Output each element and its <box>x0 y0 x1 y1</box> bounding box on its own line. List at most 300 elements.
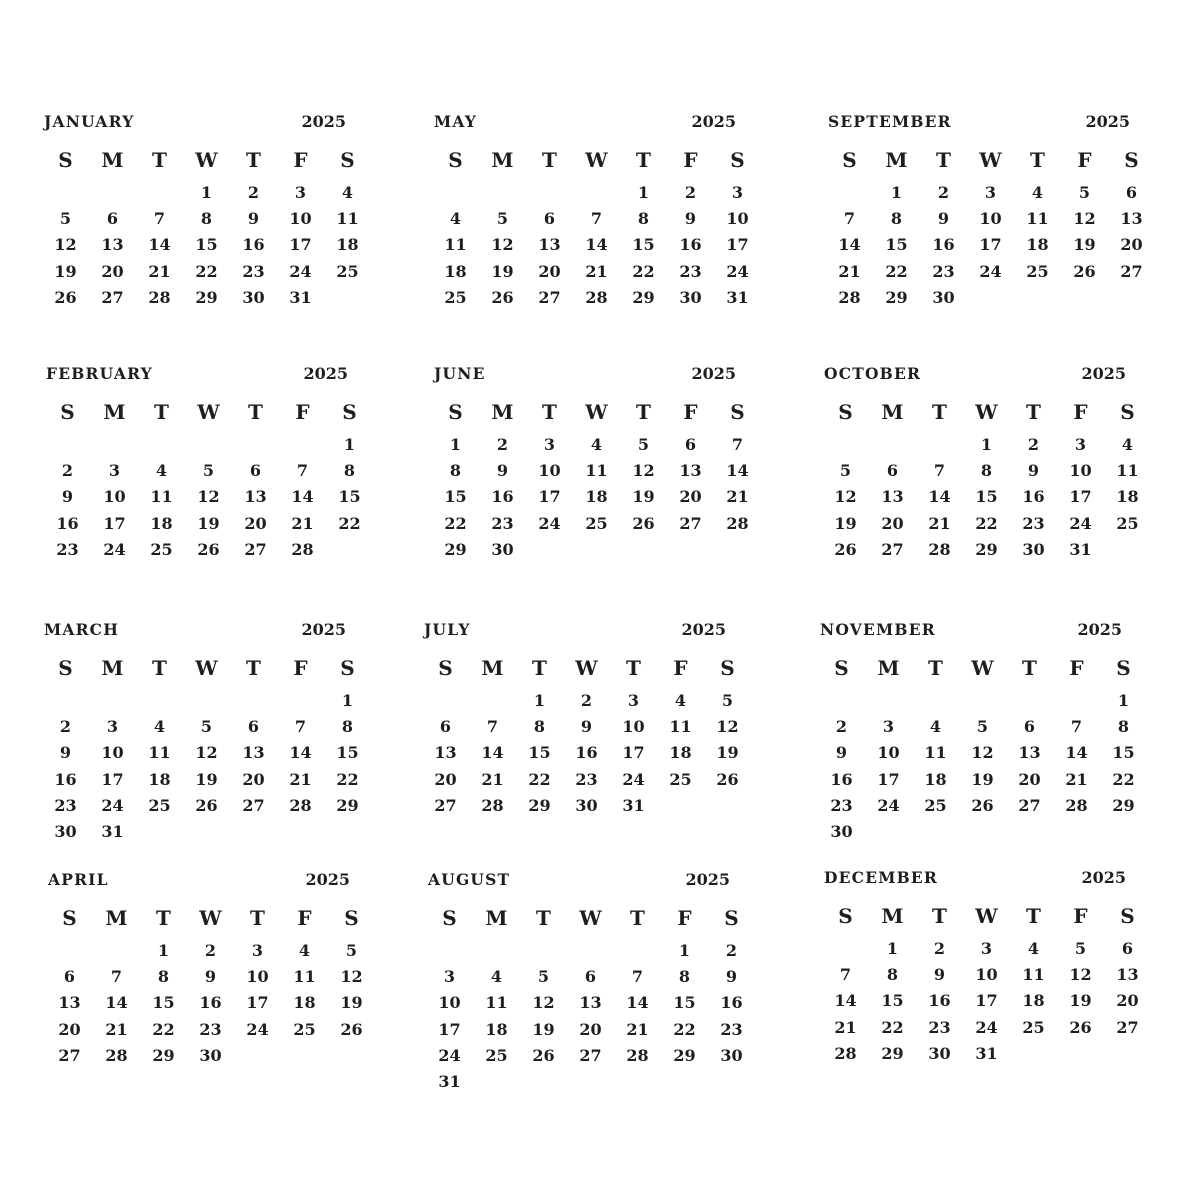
day-cell: 11 <box>669 717 692 737</box>
weekday-label: T <box>532 656 547 680</box>
day-cell: 6 <box>106 209 119 229</box>
empty-cell <box>91 434 138 460</box>
empty-cell <box>567 940 614 966</box>
day-cell: 14 <box>289 743 312 763</box>
weekday-label: T <box>542 148 557 172</box>
day-grid <box>432 148 749 313</box>
day-cell: 24 <box>101 795 124 815</box>
day-cell: 18 <box>444 261 467 281</box>
day-cell: 12 <box>54 235 77 255</box>
day-cell: 9 <box>59 743 72 763</box>
day-cell: 3 <box>294 183 307 202</box>
day-cell: 13 <box>881 487 904 507</box>
day-cell: 1 <box>678 941 691 960</box>
weekday-label: M <box>877 656 900 680</box>
day-cell: 4 <box>590 435 603 454</box>
day-cell: 1 <box>200 183 213 202</box>
month-name: OCTOBER <box>824 364 922 383</box>
weekday-label: W <box>195 148 218 172</box>
day-cell: 9 <box>725 967 738 987</box>
day-cell: 5 <box>839 461 852 481</box>
month-august <box>426 870 743 1097</box>
day-cell: 15 <box>336 743 359 763</box>
day-cell: 26 <box>54 287 77 307</box>
day-cell: 22 <box>444 513 467 533</box>
day-cell: 31 <box>622 795 645 815</box>
day-cell: 24 <box>103 539 126 559</box>
weekday-label: S <box>340 148 355 172</box>
day-cell: 10 <box>438 993 461 1013</box>
weekday-label: S <box>1120 400 1135 424</box>
day-cell: 19 <box>1069 991 1092 1011</box>
day-cell: 20 <box>881 513 904 533</box>
empty-cell <box>479 182 526 208</box>
day-cell: 17 <box>103 513 126 533</box>
weekday-label: M <box>101 656 124 680</box>
day-cell: 22 <box>528 769 551 789</box>
day-cell: 19 <box>54 261 77 281</box>
month-header <box>818 620 1128 640</box>
day-cell: 30 <box>491 539 514 559</box>
month-may <box>432 112 749 313</box>
day-cell: 24 <box>538 513 561 533</box>
day-cell: 18 <box>485 1019 508 1039</box>
day-cell: 15 <box>444 487 467 507</box>
day-cell: 28 <box>726 513 749 533</box>
day-cell: 8 <box>886 965 899 985</box>
day-cell: 28 <box>481 795 504 815</box>
day-cell: 15 <box>885 235 908 255</box>
weekday-label: T <box>630 906 645 930</box>
day-cell: 25 <box>485 1045 508 1065</box>
weekday-label: S <box>448 400 463 424</box>
day-cell: 27 <box>538 287 561 307</box>
month-name: NOVEMBER <box>820 620 936 639</box>
day-cell: 10 <box>726 209 749 229</box>
day-cell: 29 <box>885 287 908 307</box>
day-cell: 7 <box>1070 717 1083 737</box>
day-cell: 23 <box>932 261 955 281</box>
day-cell: 11 <box>585 461 608 481</box>
day-cell: 16 <box>932 235 955 255</box>
day-cell: 30 <box>928 1043 951 1063</box>
day-cell: 20 <box>538 261 561 281</box>
day-cell: 15 <box>1112 743 1135 763</box>
day-cell: 17 <box>979 235 1002 255</box>
day-grid <box>42 148 359 313</box>
weekday-label: W <box>579 906 602 930</box>
day-cell: 17 <box>975 991 998 1011</box>
weekday-label: M <box>881 904 904 928</box>
day-cell: 27 <box>101 287 124 307</box>
month-year: 2025 <box>1077 620 1122 639</box>
day-cell: 28 <box>585 287 608 307</box>
month-header <box>822 868 1132 888</box>
day-cell: 4 <box>490 967 503 987</box>
month-year: 2025 <box>691 112 736 131</box>
day-cell: 5 <box>59 209 72 229</box>
day-cell: 3 <box>882 717 895 737</box>
day-cell: 10 <box>103 487 126 507</box>
day-cell: 1 <box>533 691 546 710</box>
empty-cell <box>822 434 869 460</box>
empty-cell <box>826 182 873 208</box>
day-cell: 4 <box>153 717 166 737</box>
day-cell: 27 <box>1120 261 1143 281</box>
day-cell: 20 <box>101 261 124 281</box>
day-cell: 19 <box>532 1019 555 1039</box>
day-cell: 12 <box>1069 965 1092 985</box>
day-cell: 7 <box>839 965 852 985</box>
day-cell: 15 <box>975 487 998 507</box>
weekday-label: M <box>491 400 514 424</box>
day-cell: 22 <box>338 513 361 533</box>
day-cell: 26 <box>632 513 655 533</box>
weekday-label: W <box>979 148 1002 172</box>
month-october <box>822 364 1139 565</box>
weekday-label: W <box>971 656 994 680</box>
day-cell: 12 <box>340 967 363 987</box>
month-header <box>426 870 736 890</box>
empty-cell <box>614 940 661 966</box>
day-cell: 20 <box>579 1019 602 1039</box>
day-cell: 20 <box>679 487 702 507</box>
day-cell: 28 <box>838 287 861 307</box>
day-cell: 19 <box>197 513 220 533</box>
day-cell: 19 <box>491 261 514 281</box>
day-cell: 16 <box>928 991 951 1011</box>
day-cell: 18 <box>1026 235 1049 255</box>
day-cell: 22 <box>632 261 655 281</box>
day-cell: 16 <box>1022 487 1045 507</box>
empty-cell <box>232 434 279 460</box>
day-grid <box>46 906 363 1071</box>
day-cell: 31 <box>438 1071 461 1091</box>
day-cell: 21 <box>834 1017 857 1037</box>
day-cell: 21 <box>838 261 861 281</box>
day-cell: 25 <box>669 769 692 789</box>
day-cell: 9 <box>247 209 260 229</box>
day-cell: 10 <box>979 209 1002 229</box>
day-cell: 2 <box>61 461 74 481</box>
day-cell: 17 <box>246 993 269 1013</box>
empty-cell <box>136 690 183 716</box>
empty-cell <box>422 690 469 716</box>
empty-cell <box>426 940 473 966</box>
day-cell: 20 <box>58 1019 81 1039</box>
day-cell: 3 <box>984 183 997 202</box>
day-cell: 23 <box>928 1017 951 1037</box>
day-cell: 24 <box>438 1045 461 1065</box>
day-cell: 29 <box>881 1043 904 1063</box>
day-cell: 20 <box>1116 991 1139 1011</box>
day-cell: 12 <box>1073 209 1096 229</box>
day-cell: 16 <box>491 487 514 507</box>
weekday-label: T <box>250 906 265 930</box>
day-cell: 6 <box>249 461 262 481</box>
day-cell: 29 <box>673 1045 696 1065</box>
day-cell: 31 <box>101 821 124 841</box>
day-cell: 14 <box>585 235 608 255</box>
day-cell: 30 <box>720 1045 743 1065</box>
day-cell: 18 <box>924 769 947 789</box>
month-header <box>42 112 352 132</box>
day-cell: 25 <box>1022 1017 1045 1037</box>
day-cell: 17 <box>877 769 900 789</box>
day-cell: 13 <box>242 743 265 763</box>
day-cell: 4 <box>1121 435 1134 454</box>
day-cell: 26 <box>1069 1017 1092 1037</box>
weekday-label: T <box>636 148 651 172</box>
day-cell: 4 <box>1031 183 1044 202</box>
weekday-label: S <box>720 656 735 680</box>
day-cell: 30 <box>932 287 955 307</box>
day-cell: 3 <box>251 941 264 960</box>
day-grid <box>818 656 1135 847</box>
day-cell: 24 <box>1069 513 1092 533</box>
day-cell: 15 <box>528 743 551 763</box>
day-cell: 2 <box>1027 435 1040 454</box>
day-cell: 30 <box>54 821 77 841</box>
day-cell: 29 <box>336 795 359 815</box>
weekday-label: T <box>152 656 167 680</box>
day-cell: 16 <box>720 993 743 1013</box>
day-cell: 14 <box>726 461 749 481</box>
day-cell: 12 <box>532 993 555 1013</box>
day-cell: 28 <box>289 795 312 815</box>
day-cell: 9 <box>61 487 74 507</box>
day-cell: 16 <box>54 769 77 789</box>
weekday-label: S <box>62 906 77 930</box>
day-cell: 10 <box>877 743 900 763</box>
empty-cell <box>869 434 916 460</box>
weekday-label: M <box>103 400 126 424</box>
day-cell: 1 <box>886 939 899 958</box>
day-cell: 16 <box>199 993 222 1013</box>
day-cell: 29 <box>152 1045 175 1065</box>
day-cell: 8 <box>533 717 546 737</box>
empty-cell <box>93 940 140 966</box>
weekday-label: W <box>585 400 608 424</box>
day-cell: 26 <box>195 795 218 815</box>
day-cell: 13 <box>1116 965 1139 985</box>
day-grid <box>826 148 1143 313</box>
day-cell: 15 <box>632 235 655 255</box>
empty-cell <box>42 690 89 716</box>
weekday-label: M <box>485 906 508 930</box>
weekday-label: S <box>438 656 453 680</box>
day-grid <box>44 400 361 565</box>
day-cell: 21 <box>291 513 314 533</box>
empty-cell <box>44 434 91 460</box>
day-cell: 25 <box>150 539 173 559</box>
empty-cell <box>526 182 573 208</box>
day-cell: 27 <box>244 539 267 559</box>
day-cell: 13 <box>244 487 267 507</box>
weekday-label: T <box>932 904 947 928</box>
month-name: APRIL <box>48 870 109 889</box>
day-cell: 16 <box>56 513 79 533</box>
month-header <box>42 620 352 640</box>
day-cell: 27 <box>1116 1017 1139 1037</box>
day-cell: 24 <box>622 769 645 789</box>
day-cell: 5 <box>537 967 550 987</box>
day-cell: 7 <box>486 717 499 737</box>
day-cell: 20 <box>1018 769 1041 789</box>
day-cell: 5 <box>1078 183 1091 202</box>
day-cell: 19 <box>834 513 857 533</box>
weekday-label: M <box>481 656 504 680</box>
day-cell: 25 <box>444 287 467 307</box>
day-cell: 23 <box>679 261 702 281</box>
day-cell: 10 <box>538 461 561 481</box>
month-july <box>422 620 739 821</box>
day-cell: 1 <box>449 435 462 454</box>
day-cell: 27 <box>579 1045 602 1065</box>
weekday-label: S <box>730 148 745 172</box>
day-cell: 28 <box>626 1045 649 1065</box>
weekday-label: S <box>60 400 75 424</box>
day-cell: 10 <box>101 743 124 763</box>
day-cell: 28 <box>1065 795 1088 815</box>
empty-cell <box>42 182 89 208</box>
day-cell: 13 <box>434 743 457 763</box>
month-name: FEBRUARY <box>46 364 153 383</box>
day-cell: 23 <box>575 769 598 789</box>
weekday-label: S <box>58 148 73 172</box>
month-year: 2025 <box>305 870 350 889</box>
month-february <box>44 364 361 565</box>
day-cell: 2 <box>835 717 848 737</box>
day-cell: 26 <box>971 795 994 815</box>
day-cell: 14 <box>838 235 861 255</box>
day-cell: 9 <box>496 461 509 481</box>
day-cell: 14 <box>148 235 171 255</box>
day-cell: 3 <box>1074 435 1087 454</box>
empty-cell <box>473 940 520 966</box>
day-cell: 18 <box>1022 991 1045 1011</box>
day-cell: 6 <box>63 967 76 987</box>
day-cell: 6 <box>684 435 697 454</box>
weekday-label: S <box>842 148 857 172</box>
day-cell: 5 <box>200 717 213 737</box>
day-cell: 17 <box>538 487 561 507</box>
empty-cell <box>183 690 230 716</box>
empty-cell <box>520 940 567 966</box>
day-cell: 8 <box>200 209 213 229</box>
day-cell: 1 <box>890 183 903 202</box>
day-cell: 2 <box>725 941 738 960</box>
day-cell: 27 <box>1018 795 1041 815</box>
day-cell: 15 <box>195 235 218 255</box>
day-cell: 15 <box>673 993 696 1013</box>
day-cell: 21 <box>1065 769 1088 789</box>
empty-cell <box>818 690 865 716</box>
day-cell: 28 <box>105 1045 128 1065</box>
month-header <box>44 364 354 384</box>
month-header <box>432 364 742 384</box>
day-cell: 23 <box>720 1019 743 1039</box>
day-cell: 6 <box>247 717 260 737</box>
day-cell: 8 <box>341 717 354 737</box>
weekday-label: T <box>1022 656 1037 680</box>
day-cell: 8 <box>157 967 170 987</box>
month-header <box>422 620 732 640</box>
day-cell: 26 <box>340 1019 363 1039</box>
day-cell: 30 <box>679 287 702 307</box>
day-cell: 12 <box>834 487 857 507</box>
empty-cell <box>230 690 277 716</box>
day-cell: 11 <box>336 209 359 229</box>
day-cell: 2 <box>933 939 946 958</box>
month-name: JANUARY <box>44 112 135 131</box>
weekday-label: T <box>248 400 263 424</box>
day-cell: 24 <box>289 261 312 281</box>
day-cell: 24 <box>979 261 1002 281</box>
day-cell: 2 <box>247 183 260 202</box>
day-cell: 26 <box>532 1045 555 1065</box>
month-year: 2025 <box>1085 112 1130 131</box>
weekday-label: T <box>156 906 171 930</box>
day-cell: 3 <box>108 461 121 481</box>
month-name: MAY <box>434 112 478 131</box>
day-cell: 22 <box>152 1019 175 1039</box>
day-cell: 15 <box>881 991 904 1011</box>
weekday-label: T <box>154 400 169 424</box>
day-cell: 14 <box>291 487 314 507</box>
day-cell: 1 <box>343 435 356 454</box>
day-cell: 1 <box>157 941 170 960</box>
weekday-label: S <box>58 656 73 680</box>
empty-cell <box>865 690 912 716</box>
empty-cell <box>185 434 232 460</box>
day-cell: 23 <box>199 1019 222 1039</box>
day-cell: 3 <box>731 183 744 202</box>
month-march <box>42 620 359 847</box>
day-cell: 23 <box>1022 513 1045 533</box>
day-cell: 22 <box>881 1017 904 1037</box>
day-cell: 10 <box>246 967 269 987</box>
weekday-label: M <box>105 906 128 930</box>
day-cell: 7 <box>153 209 166 229</box>
day-cell: 29 <box>528 795 551 815</box>
day-cell: 1 <box>341 691 354 710</box>
day-grid <box>422 656 739 821</box>
day-cell: 8 <box>1117 717 1130 737</box>
weekday-label: S <box>342 400 357 424</box>
empty-cell <box>912 690 959 716</box>
day-cell: 8 <box>980 461 993 481</box>
day-cell: 15 <box>152 993 175 1013</box>
day-cell: 12 <box>197 487 220 507</box>
day-cell: 21 <box>481 769 504 789</box>
month-year: 2025 <box>1081 364 1126 383</box>
day-cell: 19 <box>340 993 363 1013</box>
month-header <box>826 112 1136 132</box>
month-june <box>432 364 749 565</box>
day-cell: 7 <box>631 967 644 987</box>
empty-cell <box>89 690 136 716</box>
empty-cell <box>279 434 326 460</box>
weekday-label: F <box>677 906 692 930</box>
day-cell: 3 <box>443 967 456 987</box>
day-cell: 19 <box>195 769 218 789</box>
month-year: 2025 <box>1081 868 1126 887</box>
day-cell: 3 <box>980 939 993 958</box>
weekday-label: W <box>975 400 998 424</box>
weekday-label: T <box>542 400 557 424</box>
day-cell: 6 <box>1125 183 1138 202</box>
